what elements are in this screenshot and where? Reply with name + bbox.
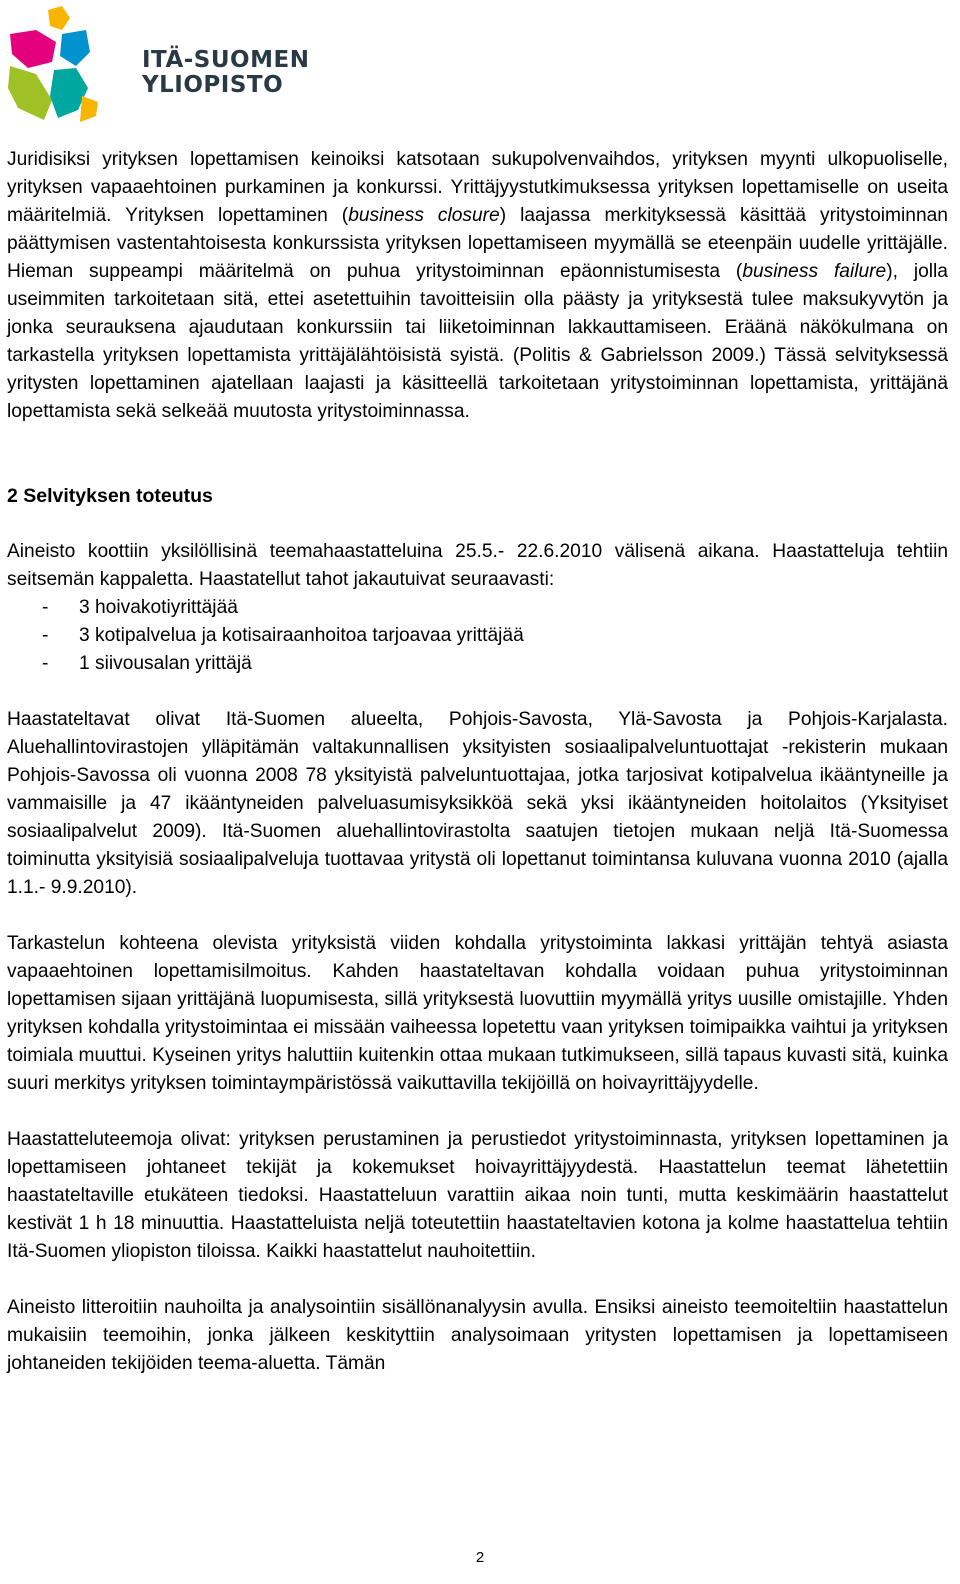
logo-line1: ITÄ-SUOMEN bbox=[142, 47, 310, 73]
logo-emblem-icon bbox=[6, 4, 136, 126]
paragraph-material: Aineisto koottiin yksilöllisinä teemahaastatteluina 25.5.- 22.6.2010 välisenä aikana. Haastatteluja tehtiin seitsemän kappaletta. Haastatellut tahot jakautuivat seuraavasti: bbox=[7, 541, 948, 590]
list-item bbox=[7, 650, 948, 678]
text-span: ) laajassa merkityksessä käsittää yritystoiminnan päättymisen vastentahtoisesta konkurssista yrityksen lopettamiseen myymällä se eteenpäin uudelle yrittäjälle. Hieman suppeampi määritelmä on puhua yritystoiminnan epäonnistumisesta ( bbox=[7, 205, 948, 282]
interviewee-list bbox=[7, 594, 948, 678]
list-item bbox=[7, 622, 948, 650]
list-item-text: 3 kotipalvelua ja kotisairaanhoitoa tarjoavaa yrittäjää bbox=[79, 625, 524, 646]
paragraph-intro bbox=[7, 146, 948, 426]
list-dash: - bbox=[42, 653, 49, 674]
paragraph-analysis: Aineisto litteroitiin nauhoilta ja analysointiin sisällönanalyysin avulla. Ensiksi aineisto teemoiteltiin haastattelun mukaisiin teemoihin, jonka jälkeen keskityttiin analysoimaan yritysten lopettamisen ja lopettamiseen johtaneiden tekijöiden teema-aluetta. Tämän bbox=[7, 1297, 948, 1374]
italic-term: business failure bbox=[742, 261, 887, 282]
list-item bbox=[7, 594, 948, 622]
text-span: ), jolla useimmiten tarkoitetaan sitä, ettei asetettuihin tavoitteisiin olla päästy ja yrityksestä tulee maksukyvytön ja jonka seurauksena ajaudutaan konkurssiin tai liiketoiminnan lakkauttamiseen. Eräänä näkökulmana on tarkastella yrityksen lopettamista yrittäjälähtöisistä syistä. (Politis & Gabrielsson 2009.) Tässä selvityksessä yritysten lopettaminen ajatellaan laajasti ja käsitteellä tarkoitetaan yritystoiminnan lopettamista, yrittäjänä lopettamista sekä selkeää muutosta yritystoiminnassa. bbox=[7, 261, 948, 422]
section-heading: 2 Selvityksen toteutus bbox=[7, 485, 213, 507]
paragraph-subjects: Tarkastelun kohteena olevista yrityksistä viiden kohdalla yritystoiminta lakkasi yrittäjän tehtyä asiasta vapaaehtoinen lopettamisilmoitus. Kahden haastateltavan kohdalla voidaan puhua yritystoiminnan lopettamisen sijaan yrittäjänä luopumisesta, sillä yrityksestä luovuttiin myymällä yritys uusille omistajille. Yhden yrityksen kohdalla yritystoimintaa ei missään vaiheessa lopetettu vaan yrityksen toimipaikka vaihtui ja yrityksen toimiala muuttui. Kyseinen yritys haluttiin kuitenkin ottaa mukaan tutkimukseen, sillä tapaus kuvasti sitä, kuinka suuri merkitys yrityksen toimintaympäristössä vaikuttavilla tekijöillä on hoivayrittäjyydelle. bbox=[7, 933, 948, 1094]
logo-line2: YLIOPISTO bbox=[142, 72, 284, 98]
document-body bbox=[7, 146, 948, 1378]
paragraph-themes: Haastatteluteemoja olivat: yrityksen perustaminen ja perustiedot yritystoiminnasta, yrityksen lopettaminen ja lopettamiseen johtaneet tekijät ja kokemukset hoivayrittäjyydestä. Haastattelun teemat lähetettiin haastateltaville etukäteen tiedoksi. Haastatteluun varattiin aikaa noin tunti, mutta keskimäärin haastattelut kestivät 1 h 18 minuuttia. Haastatteluista neljä toteutettiin haastateltavien kotona ja kolme haastattelua tehtiin Itä-Suomen yliopiston tiloissa. Kaikki haastattelut nauhoitettiin. bbox=[7, 1129, 948, 1262]
italic-term: business closure bbox=[348, 205, 500, 226]
university-logo bbox=[6, 4, 336, 126]
page-number: 2 bbox=[475, 1549, 485, 1566]
list-item-text: 1 siivousalan yrittäjä bbox=[79, 653, 252, 674]
text-span: Juridisiksi yrityksen lopettamisen keinoiksi katsotaan sukupolvenvaihdos, yrityksen myynti ulkopuoliselle, yrityksen vapaaehtoinen purkaminen ja konkurssi. Yrittäjyystutkimuksessa yrityksen lopettamiselle on useita määritelmiä. Yrityksen lopettaminen ( bbox=[7, 149, 948, 226]
logo-wordmark bbox=[142, 48, 309, 98]
list-item-text: 3 hoivakotiyrittäjää bbox=[79, 597, 238, 618]
list-dash: - bbox=[42, 625, 49, 646]
paragraph-region: Haastateltavat olivat Itä-Suomen alueelta, Pohjois-Savosta, Ylä-Savosta ja Pohjois-Karjalasta. Aluehallintovirastojen ylläpitämän valtakunnallisen yksityisten sosiaalipalveluntuottajat -rekisterin mukaan Pohjois-Savossa oli vuonna 2008 78 yksityistä palveluntuottajaa, jotka tarjosivat kotipalvelua ikääntyneille ja vammaisille ja 47 ikääntyneiden palveluasumisyksikköä sekä yksi ikääntyneiden hoitolaitos (Yksityiset sosiaalipalvelut 2009). Itä-Suomen aluehallintovirastolta saatujen tietojen mukaan neljä Itä-Suomessa toiminutta yksityisiä sosiaalipalveluja tuottavaa yritystä oli lopettanut toimintansa kuluvana vuonna 2010 (ajalla 1.1.- 9.9.2010). bbox=[7, 709, 948, 898]
list-dash: - bbox=[42, 597, 49, 618]
